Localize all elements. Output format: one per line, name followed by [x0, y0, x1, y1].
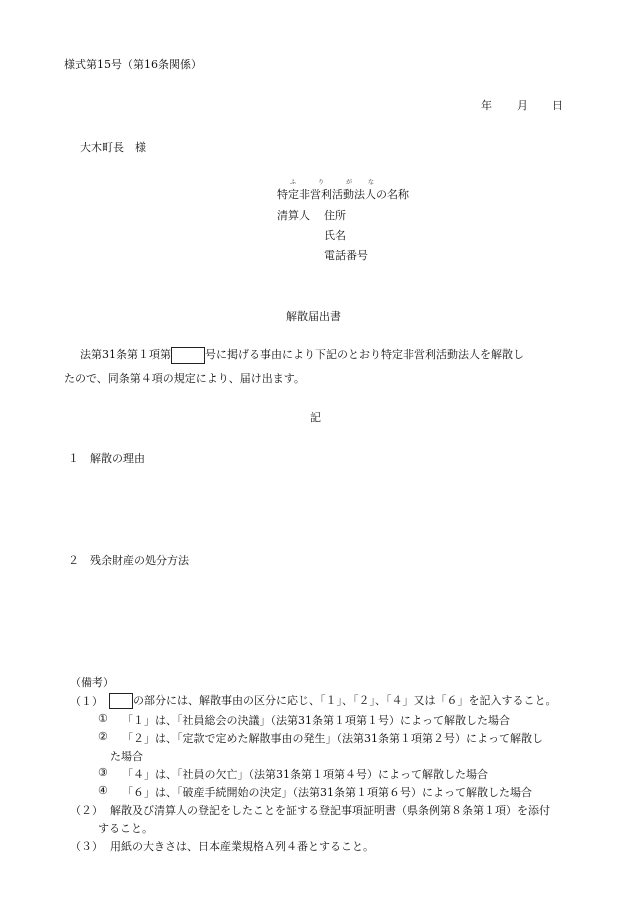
ruby-fu: ふ	[290, 179, 297, 186]
section-residual-assets: ２ 残余財産の処分方法	[68, 554, 189, 567]
note-3-text: 用紙の大きさは、日本産業規格Ａ列４番とすること。	[110, 840, 374, 853]
note-1-item-4-mark: ④	[98, 784, 108, 797]
body-line-1-pre: 法第31条第１項第	[80, 348, 171, 361]
note-1-item-2-text: 「２」は、「定款で定めた解散事由の発生」（法第31条第１項第２号）によって解散し	[122, 732, 543, 745]
date-year: 年	[481, 99, 492, 112]
note-1-marker: （１）	[70, 695, 103, 708]
body-line-1	[80, 346, 524, 364]
ki-heading: 記	[310, 411, 321, 424]
form-number: 様式第15号（第16条関係）	[64, 58, 202, 71]
notes-heading: （備考）	[70, 676, 114, 689]
document-title: 解散届出書	[286, 310, 341, 323]
note-blank-box	[109, 693, 133, 709]
note-1-item-2-cont: た場合	[110, 750, 143, 763]
ruby-ri: り	[318, 179, 325, 186]
name-label: 氏名	[324, 229, 346, 242]
note-2-marker: （２）	[70, 804, 103, 817]
body-line-2: たので、同条第４項の規定により、届け出ます。	[64, 372, 305, 385]
note-2-line-1: 解散及び清算人の登記をしたことを証する登記事項証明書（県条例第８条第１項）を添付	[110, 804, 550, 817]
note-1-item-1-text: 「１」は、「社員総会の決議」（法第31条第１項第１号）によって解散した場合	[122, 714, 510, 727]
note-1	[109, 692, 557, 709]
org-name-label: 特定非営利活動法人の名称	[277, 188, 409, 201]
section-dissolution-reason: １ 解散の理由	[68, 452, 145, 465]
note-1-item-3-mark: ③	[98, 766, 108, 779]
date-month: 月	[517, 99, 528, 112]
item-number-input-box[interactable]	[171, 347, 205, 364]
note-1-item-1-mark: ①	[98, 712, 108, 725]
ruby-na: な	[368, 179, 375, 186]
liquidator-label: 清算人	[277, 209, 310, 222]
phone-label: 電話番号	[324, 249, 368, 262]
note-3-marker: （３）	[70, 840, 103, 853]
ruby-ga: が	[346, 179, 353, 186]
note-2-line-2: すること。	[98, 822, 153, 835]
address-label: 住所	[324, 209, 346, 222]
date-day: 日	[552, 99, 563, 112]
note-1-text: の部分には、解散事由の区分に応じ、「１」、「２」、「４」又は「６」を記入すること。	[133, 694, 557, 707]
addressee: 大木町長 様	[80, 141, 146, 154]
body-line-1-post: 号に掲げる事由により下記のとおり特定非営利活動法人を解散し	[205, 348, 524, 361]
note-1-item-2-mark: ②	[98, 730, 108, 743]
note-1-item-4-text: 「６」は、「破産手続開始の決定」（法第31条第１項第６号）によって解散した場合	[122, 786, 532, 799]
note-1-item-3-text: 「４」は、「社員の欠亡」（法第31条第１項第４号）によって解散した場合	[122, 768, 488, 781]
